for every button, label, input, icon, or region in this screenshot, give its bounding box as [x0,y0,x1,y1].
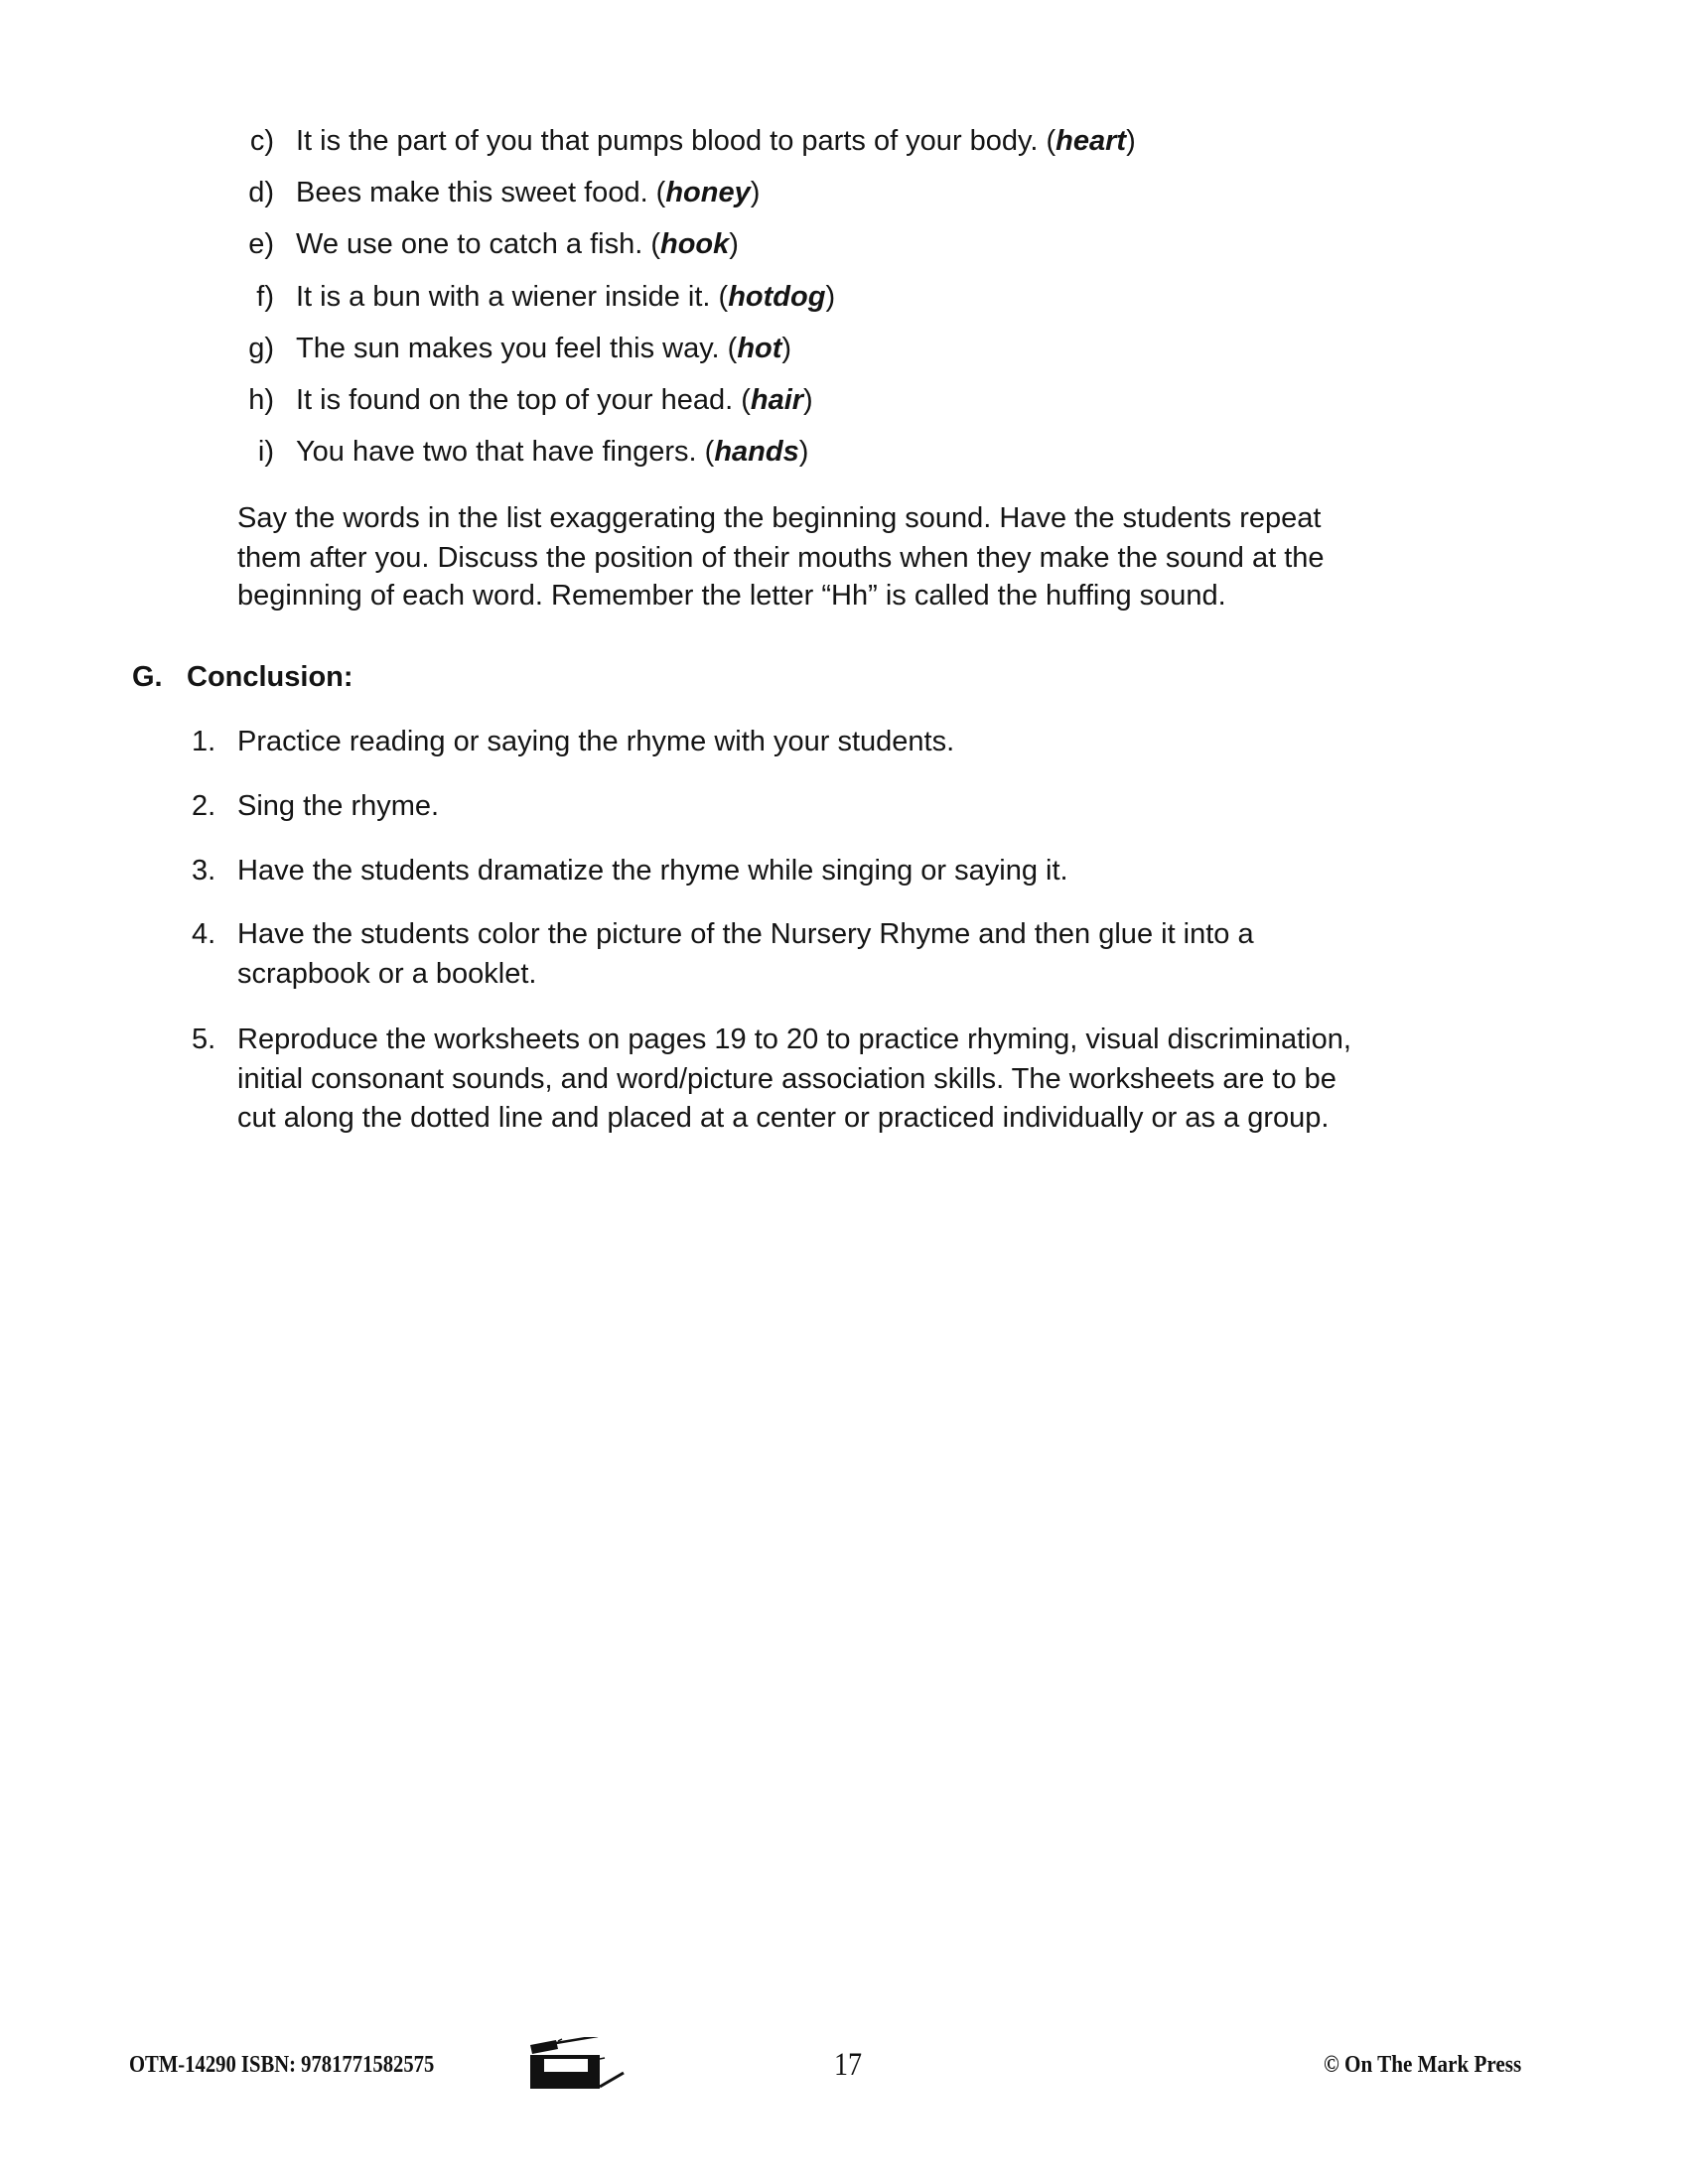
item-line: Practice reading or saying the rhyme with your students. [237,726,955,757]
list-item-close: ) [825,281,836,313]
list-item-text: The sun makes you feel this way. ( [296,333,738,364]
page-number: 17 [834,2047,863,2083]
list-item-label: e) [248,228,274,260]
list-item-text: We use one to catch a fish. ( [296,228,660,260]
list-item-answer: hook [660,228,730,260]
list-item-text: You have two that have fingers. ( [296,436,715,468]
list-item-content [296,127,1136,156]
section-heading [132,661,353,693]
item-line: cut along the dotted line and placed at a center or practiced individually or as a group. [237,1102,1330,1134]
list-item-label: c) [249,125,274,157]
list-item-label: h) [248,384,274,416]
paragraph-line: Say the words in the list exaggerating the beginning sound. Have the students repeat [237,502,1322,534]
list-item-close: ) [803,384,813,416]
section-title: Conclusion: [187,661,353,693]
item-number: 1. [192,726,216,757]
list-item-close: ) [781,333,792,364]
list-item-close: ) [1126,125,1136,157]
item-line: Have the students dramatize the rhyme while singing or saying it. [237,855,1068,887]
list-item-content [296,179,760,207]
footer-code-isbn: OTM-14290 ISBN: 9781771582575 [129,2052,435,2078]
photocopier-icon [526,2037,630,2095]
list-item-answer: heart [1055,125,1127,157]
paragraph-line: them after you. Discuss the position of their mouths when they make the sound at the [237,542,1325,574]
list-item-label: f) [256,281,274,313]
item-number: 4. [192,918,216,950]
list-item-content [296,438,808,467]
list-item-text: Bees make this sweet food. ( [296,177,666,208]
list-item-close: ) [798,436,809,468]
list-item-close: ) [729,228,739,260]
item-line: initial consonant sounds, and word/picture association skills. The worksheets are to be [237,1063,1336,1095]
list-item-close: ) [750,177,761,208]
item-line: Sing the rhyme. [237,790,440,822]
list-item-content [296,283,835,312]
section-letter: G. [132,661,163,693]
list-item-answer: hotdog [728,281,826,313]
item-number: 3. [192,855,216,887]
list-item-content [296,386,813,415]
list-item-answer: hair [750,384,804,416]
item-line: Have the students color the picture of the Nursery Rhyme and then glue it into a [237,918,1254,950]
item-number: 5. [192,1024,216,1055]
list-item-content [296,335,791,363]
list-item-label: i) [257,436,274,468]
paragraph-line: beginning of each word. Remember the letter “Hh” is called the huffing sound. [237,580,1226,612]
list-item-answer: hands [714,436,799,468]
list-item-label: d) [248,177,274,208]
list-item-answer: honey [665,177,751,208]
list-item-content [296,230,739,259]
list-item-text: It is found on the top of your head. ( [296,384,751,416]
item-line: Reproduce the worksheets on pages 19 to 20 to practice rhyming, visual discrimination, [237,1024,1351,1055]
item-number: 2. [192,790,216,822]
item-line: scrapbook or a booklet. [237,958,537,990]
list-item-label: g) [248,333,274,364]
list-item-answer: hot [737,333,782,364]
footer-copyright: © On The Mark Press [1324,2052,1522,2078]
list-item-text: It is a bun with a wiener inside it. ( [296,281,729,313]
list-item-text: It is the part of you that pumps blood to parts of your body. ( [296,125,1056,157]
